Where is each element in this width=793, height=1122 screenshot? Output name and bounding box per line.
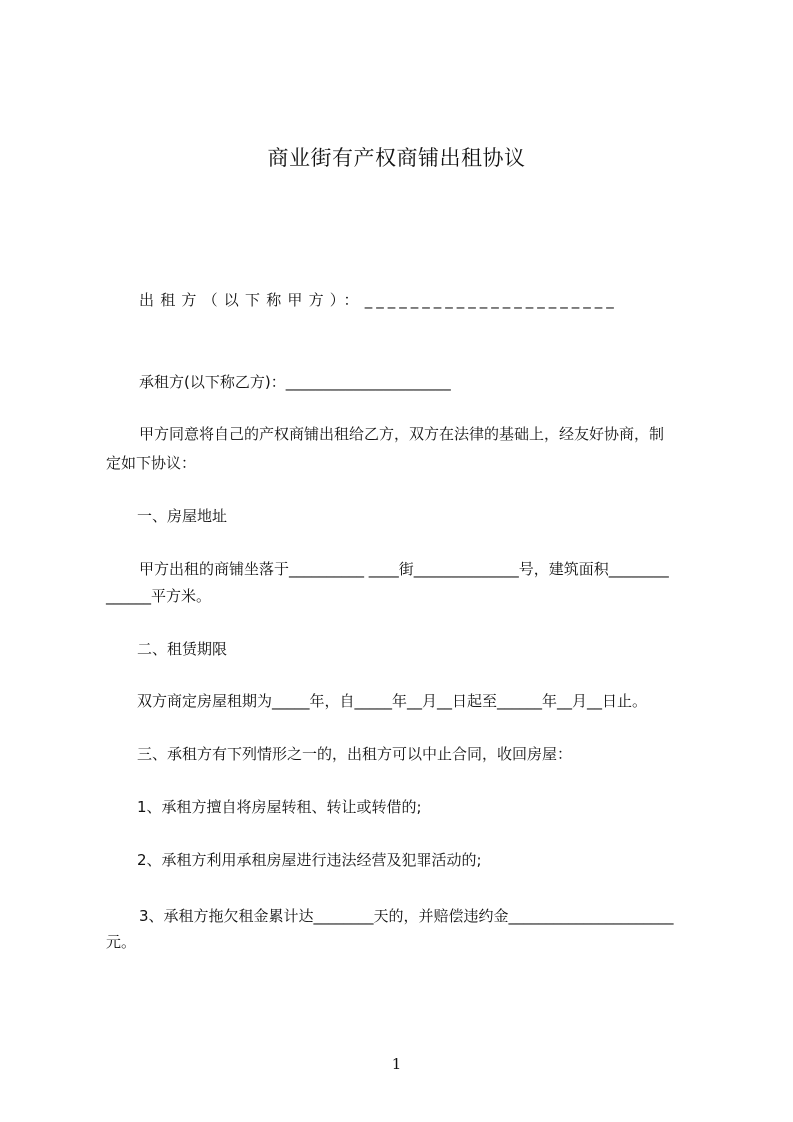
lessor-label: 出租方（以下称甲方）： — [139, 291, 365, 309]
document-title: 商业街有产权商铺出租协议 — [267, 146, 526, 170]
section1-line-2: ______平方米。 — [106, 587, 212, 605]
item-2: 2、承租方利用承租房屋进行违法经营及犯罪活动的; — [137, 851, 482, 869]
item-1: 1、承租方擅自将房屋转租、转让或转借的; — [137, 798, 422, 816]
section2-line: 双方商定房屋租期为_____年，自_____年__月__日起至______年__月__日止。 — [137, 692, 648, 710]
intro-line-2: 定如下协议： — [106, 454, 197, 472]
lessee-line: 承租方(以下称乙方)：______________________ — [139, 373, 451, 391]
lessor-blank: ______________________ — [364, 291, 618, 309]
lessor-line — [139, 290, 618, 310]
page-number: 1 — [391, 1055, 402, 1073]
section1-heading: 一、房屋地址 — [137, 507, 228, 525]
item-3-line-2: 元。 — [106, 933, 137, 951]
section1-line-1: 甲方出租的商铺坐落于__________ ____街______________号，建筑面积________ — [139, 560, 669, 578]
section3-heading: 三、承租方有下列情形之一的，出租方可以中止合同，收回房屋： — [137, 745, 573, 763]
item-3-line-1: 3、承租方拖欠租金累计达________天的，并赔偿违约金______________________ — [139, 907, 674, 925]
intro-line-1: 甲方同意将自己的产权商铺出租给乙方，双方在法律的基础上，经友好协商，制 — [139, 425, 665, 443]
section2-heading: 二、租赁期限 — [137, 640, 228, 658]
